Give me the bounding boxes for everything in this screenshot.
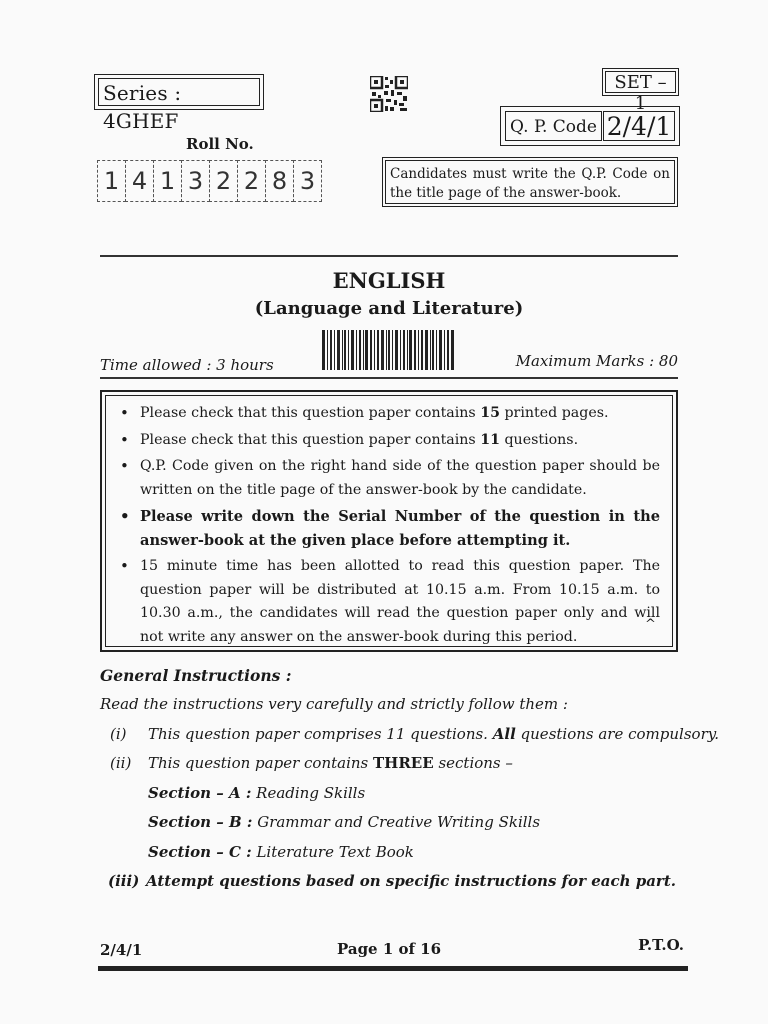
- general-instructions-title: General Instructions :: [100, 666, 292, 685]
- maximum-marks: Maximum Marks : 80: [515, 352, 678, 370]
- section-line: Section – B : Grammar and Creative Writing Skills: [148, 813, 541, 831]
- subject-subtitle: (Language and Literature): [254, 298, 524, 319]
- subject-title: ENGLISH: [332, 268, 446, 293]
- roll-digit: 8: [265, 160, 294, 202]
- section-line: Section – C : Literature Text Book: [148, 843, 414, 861]
- set-label: SET – 1: [605, 71, 676, 93]
- roll-digit: 2: [237, 160, 266, 202]
- candidates-note: Candidates must write the Q.P. Code on the title page of the answer-book.: [385, 160, 675, 204]
- general-instructions-lead: Read the instructions very carefully and strictly follow them :: [100, 695, 568, 713]
- set-box: [602, 68, 679, 114]
- footer-qp-code: 2/4/1: [100, 941, 143, 959]
- qp-code-label: Q. P. Code: [505, 111, 602, 141]
- instruction-item: (iii) Attempt questions based on specific instructions for each part.: [108, 872, 676, 890]
- notice-item: • Please write down the Serial Number of the question in the answer-book at the given place before attempting it.: [116, 505, 660, 552]
- roll-no-boxes: [97, 160, 321, 202]
- roll-digit: 3: [293, 160, 322, 202]
- notice-item: • Please check that this question paper contains 11 questions.: [116, 429, 660, 453]
- roll-digit: 3: [181, 160, 210, 202]
- caret-mark: ^: [645, 617, 656, 632]
- pto-label: P.T.O.: [638, 936, 684, 954]
- footer-divider: [98, 966, 688, 971]
- instruction-item: (i) This question paper comprises 11 questions. All questions are compulsory.: [110, 725, 719, 743]
- roll-digit: 1: [153, 160, 182, 202]
- instruction-item: (ii) This question paper contains THREE sections –: [110, 754, 513, 772]
- page-number: Page 1 of 16: [336, 940, 442, 958]
- title-divider: [100, 377, 678, 379]
- top-divider: [100, 255, 678, 257]
- candidates-note-box: [382, 157, 678, 207]
- section-line: Section – A : Reading Skills: [148, 784, 366, 802]
- series-label: Series : 4GHEF: [98, 78, 260, 106]
- time-allowed: Time allowed : 3 hours: [100, 356, 274, 374]
- qr-code: [370, 76, 408, 112]
- qp-code-value: 2/4/1: [603, 111, 675, 141]
- roll-digit: 1: [97, 160, 126, 202]
- qp-code-box: [500, 106, 680, 146]
- notice-list: [106, 396, 672, 649]
- roll-digit: 4: [125, 160, 154, 202]
- notice-item: • 15 minute time has been allotted to read this question paper. The question paper will be distributed at 10.15 a.m. From 10.15 a.m. to 10.30 a.m., the candidates will read the question paper only and will not write any answer on the answer-book during this period.: [116, 555, 660, 649]
- notice-item: • Q.P. Code given on the right hand side of the question paper should be written on the title page of the answer-book by the candidate.: [116, 455, 660, 502]
- roll-digit: 2: [209, 160, 238, 202]
- notice-item: • Please check that this question paper contains 15 printed pages.: [116, 402, 660, 426]
- notice-box: [100, 390, 678, 652]
- series-box: [94, 74, 264, 133]
- roll-no-label: Roll No.: [186, 135, 254, 153]
- barcode: [322, 330, 454, 370]
